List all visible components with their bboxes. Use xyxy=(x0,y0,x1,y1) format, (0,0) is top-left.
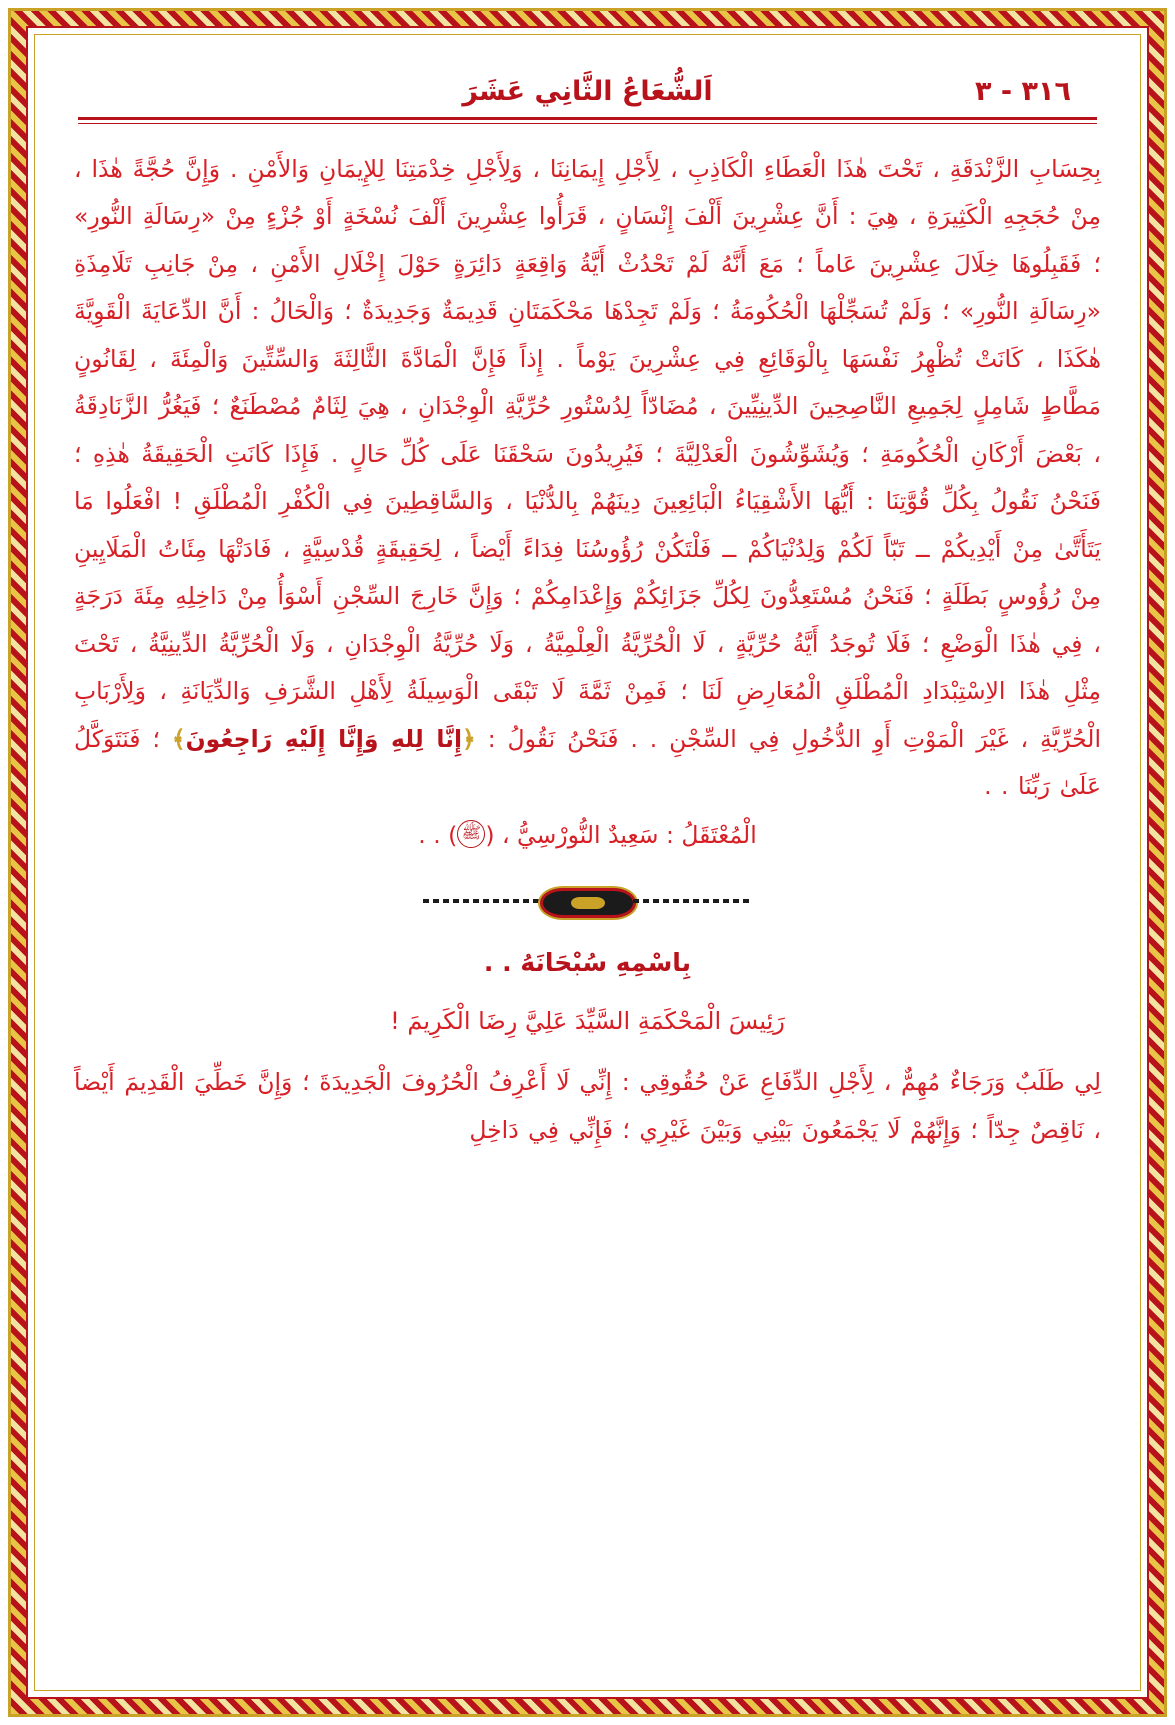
basmala-heading: بِاسْمِهِ سُبْحَانَهُ . . xyxy=(483,948,692,978)
signature-prefix: الْمُعْتَقَلُ : سَعِيدٌ النُّورْسِيُّ ، ( xyxy=(485,820,757,849)
page-content xyxy=(48,48,1127,1681)
addressee-line: رَئِيسَ الْمَحْكَمَةِ السَّيِّدَ عَلِيَّ رِضَا الْكَرِيمَ ! xyxy=(390,1007,785,1036)
quran-verse: إِنَّا لِلهِ وَإِنَّا إِلَيْهِ رَاجِعُونَ xyxy=(185,724,463,753)
divider-bar-right xyxy=(633,899,753,903)
second-paragraph: لِي طَلَبٌ وَرَجَاءٌ مُهِمٌّ ، لِأَجْلِ الدِّفَاعِ عَنْ حُقُوقِي : إِنِّي لَا أَعْرِفُ الْحُرُوفَ الْجَدِيدَةَ ؛ وَإِنَّ خَطِّيَ الْقَدِيمَ أَيْضاً ، نَاقِصٌ جِدّاً ؛ وَإِنَّهُمْ لَا يَجْمَعُونَ بَيْنِي وَبَيْنَ غَيْرِي ؛ فَإِنِّي فِي دَاخِلِ xyxy=(74,1068,1101,1144)
page-title: اَلشُّعَاعُ الثَّانِي عَشَرَ xyxy=(462,76,713,107)
page-number: ٣١٦ - ٣ xyxy=(975,76,1071,107)
signature-suffix: ) . . xyxy=(418,820,458,849)
honorific-icon: ﷺ xyxy=(457,820,485,848)
quran-close-brace: ﴾ xyxy=(171,724,186,753)
section-one-body xyxy=(74,146,1101,811)
quran-open-brace: ﴿ xyxy=(462,724,476,753)
signature-line xyxy=(74,821,1101,851)
ornamental-divider-icon xyxy=(423,884,753,918)
divider-bar-left xyxy=(423,899,543,903)
section-two-body xyxy=(74,1059,1101,1154)
paragraph-tail: ؛ فَنَتَوَكَّلُ عَلَىٰ رَبِّنَا . . xyxy=(74,724,1101,801)
divider-medallion xyxy=(538,886,638,920)
main-paragraph xyxy=(74,146,1101,811)
page-header xyxy=(74,70,1101,107)
header-divider-rule xyxy=(78,117,1097,124)
paragraph-text: بِحِسَابِ الزَّنْدَقَةِ ، تَحْتَ هٰذَا الْعَطَاءِ الْكَاذِبِ ، لِأَجْلِ إِيمَانِنَا ، وَلِأَجْلِ خِدْمَتِنَا لِلإِيمَانِ وَالأَمْنِ . وَإِنَّ حُجَّةً هٰذَا ، مِنْ حُجَجِهِ الْكَثِيرَةِ ، هِيَ : أَنَّ عِشْرِينَ أَلْفَ إِنْسَانٍ ، قَرَأُوا عِشْرِينَ أَلْفَ نُسْخَةٍ أَوْ جُزْءٍ مِنْ «رِسَالَةِ النُّورِ» ؛ فَقَبِلُوهَا خِلَالَ عِشْرِينَ عَاماً ؛ مَعَ أَنَّهُ لَمْ تَحْدُثْ أَيَّةُ وَاقِعَةٍ دَائِرَةٍ حَوْلَ إِخْلَالِ الأَمْنِ ، مِنْ جَانِبِ تَلَامِذَةِ «رِسَالَةِ النُّورِ» ؛ وَلَمْ تُسَجِّلْهَا الْحُكُومَةُ ؛ وَلَمْ تَجِدْهَا مَحْكَمَتَانِ قَدِيمَةٌ وَجَدِيدَةٌ ؛ وَالْحَالُ : أَنَّ الدِّعَايَةَ الْقَوِيَّةَ هٰكَذَا ، كَانَتْ تُظْهِرُ نَفْسَهَا بِالْوَقَائِعِ فِي عِشْرِينَ يَوْماً . إِذاً فَإِنَّ الْمَادَّةَ الثَّالِثَةَ وَالسِّتِّينَ وَالْمِئَةَ ، لِقَانُونٍ مَطَّاطٍ شَامِلٍ لِجَمِيعِ النَّاصِحِينَ الدِّينِيِّينَ ، مُضَادّاً لِدُسْتُورِ حُرِّيَّةِ الْوِجْدَانِ ، هِيَ لِثَامٌ مُصْطَنَعٌ ؛ فَيَغُرُّ الزَّنَادِقَةُ ، بَعْضَ أَرْكَانِ الْحُكُومَةِ ؛ وَيُشَوِّشُونَ الْعَدْلِيَّةَ ؛ فَيُرِيدُونَ سَحْقَنَا عَلَى كُلِّ حَالٍ . فَإِذَا كَانَتِ الْحَقِيقَةُ هٰذِهِ ؛ فَنَحْنُ نَقُولُ بِكُلِّ قُوَّتِنَا : أَيُّهَا الأَشْقِيَاءُ الْبَائِعِينَ دِينَهُمْ بِالدُّنْيَا ، وَالسَّاقِطِينَ فِي الْكُفْرِ الْمُطْلَقِ ! افْعَلُوا مَا يَتَأَتَّىٰ مِنْ أَيْدِيكُمْ ــ تَبّاً لَكُمْ وَلِدُنْيَاكُمْ ــ فَلْتَكُنْ رُؤُوسُنَا فِدَاءً أَيْضاً ، لِحَقِيقَةٍ قُدْسِيَّةٍ ، فَادَتْهَا مِئَاتُ الْمَلَايِينِ مِنْ رُؤُوسٍ بَطَلَةٍ ؛ فَنَحْنُ مُسْتَعِدُّونَ لِكُلِّ جَزَائِكُمْ وَإِعْدَامِكُمْ ؛ وَإِنَّ خَارِجَ السِّجْنِ أَسْوَأُ مِنْ دَاخِلِهِ مِئَةَ دَرَجَةٍ ، فِي هٰذَا الْوَضْعِ ؛ فَلَا تُوجَدُ أَيَّةُ حُرِّيَّةٍ ، لَا الْحُرِّيَّةُ الْعِلْمِيَّةُ ، وَلَا حُرِّيَّةُ الْوِجْدَانِ ، وَلَا الْحُرِّيَّةُ الدِّينِيَّةُ ، تَحْتَ مِثْلِ هٰذَا الاِسْتِبْدَادِ الْمُطْلَقِ الْمُعَارِضِ لَنَا ؛ فَمِنْ ثَمَّةَ لَا تَبْقَى الْوَسِيلَةُ لِأَهْلِ الشَّرَفِ وَالدِّيَانَةِ ، وَلِأَرْبَابِ الْحُرِّيَّةِ ، غَيْرَ الْمَوْتِ أَوِ الدُّخُولِ فِي السِّجْنِ . . فَنَحْنُ نَقُولُ : xyxy=(74,155,1101,753)
